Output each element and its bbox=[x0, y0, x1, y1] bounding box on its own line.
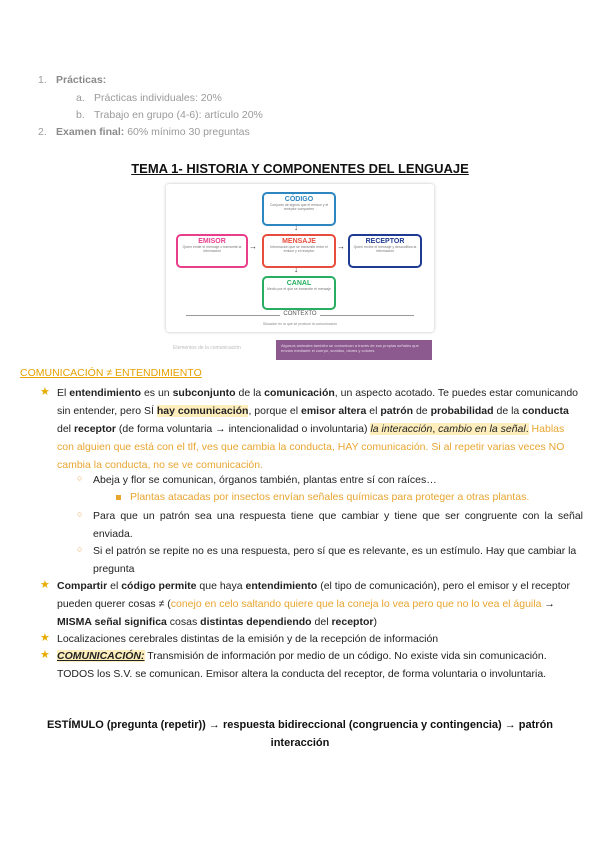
star-bullet-icon: ★ bbox=[40, 632, 50, 644]
diagram-contexto-desc: Situación en la que se produce la comunicación bbox=[262, 322, 338, 326]
diagram-receptor-box bbox=[348, 234, 422, 268]
diagram-desc: Quien emite el mensaje o transmite la información bbox=[182, 245, 242, 253]
sub-sub-bullet: Plantas atacadas por insectos envían señales químicas para proteger a otras plantas. bbox=[130, 491, 530, 503]
diagram-label: CÓDIGO bbox=[284, 196, 314, 203]
diagram-label: MENSAJE bbox=[282, 238, 316, 245]
bullet-paragraph-4: COMUNICACIÓN: Transmisión de información por medio de un código. No existe vida sin comunicación. TODOS los S.V. se comunican. Emisor altera la conducta del receptor, de forma voluntaria o involuntaria. bbox=[57, 650, 547, 680]
circle-bullet-icon: ○ bbox=[77, 473, 83, 483]
diagram-desc: Información que se transmite entre el emisor y el receptor bbox=[270, 245, 328, 253]
list-item-examen bbox=[38, 126, 250, 138]
bullet-paragraph-2: Compartir el código permite que haya entendimiento (el tipo de comunicación), pero el emisor y el receptor pueden querer cosas ≠ (conejo en celo saltando quiere que la coneja lo vea pero que no lo vea el águila → MISMA señal significa cosas distintas dependiendo del receptor) bbox=[57, 580, 570, 628]
communication-diagram bbox=[166, 184, 434, 332]
summary-line: ESTÍMULO (pregunta (repetir)) → respuesta bidireccional (congruencia y contingencia) → patrón interacción bbox=[46, 719, 554, 749]
list-subitem-a bbox=[76, 92, 222, 104]
list-text: 60% mínimo 30 preguntas bbox=[127, 126, 250, 138]
diagram-label: RECEPTOR bbox=[365, 238, 405, 245]
purple-note-box: Algunos animales también se comunican a través de sus propias señales que envían mediante el cuerpo, sonidos, olores y colores bbox=[276, 340, 432, 360]
list-item-practicas bbox=[38, 74, 106, 86]
diagram-mensaje-box bbox=[262, 234, 336, 268]
sub-bullet-3: Si el patrón se repite no es una respuesta, pero sí que es relevante, es un estímulo. Hay que cambiar la pregunta bbox=[93, 545, 577, 575]
list-number: 1. bbox=[38, 74, 47, 86]
circle-bullet-icon: ○ bbox=[77, 544, 83, 554]
image-caption: Elementos de la comunicación bbox=[173, 345, 241, 351]
list-number: 2. bbox=[38, 126, 47, 138]
sub-bullet-2: Para que un patrón sea una respuesta tiene que cambiar y tiene que ser congruente con la señal enviada. bbox=[93, 510, 583, 540]
page-title: TEMA 1- HISTORIA Y COMPONENTES DEL LENGUAJE bbox=[131, 161, 469, 176]
diagram-desc: Medio por el que se transmite el mensaje bbox=[267, 287, 332, 291]
diagram-codigo-box bbox=[262, 192, 336, 226]
diagram-label: EMISOR bbox=[198, 238, 226, 245]
list-subitem-text: Trabajo en grupo (4-6): artículo 20% bbox=[94, 109, 263, 121]
sub-bullet-1: Abeja y flor se comunican, órganos también, plantas entre sí con raíces… bbox=[93, 474, 437, 486]
diagram-contexto-label: CONTEXTO bbox=[226, 311, 374, 317]
star-bullet-icon: ★ bbox=[40, 649, 50, 661]
arrow-down-icon: ↓ bbox=[294, 223, 298, 232]
circle-bullet-icon: ○ bbox=[77, 509, 83, 519]
star-bullet-icon: ★ bbox=[40, 579, 50, 591]
arrow-right-icon: → bbox=[249, 242, 257, 251]
diagram-desc: Conjunto de signos que el emisor y el receptor comparten bbox=[269, 203, 329, 211]
bullet-paragraph-1: El entendimiento es un subconjunto de la comunicación, un aspecto acotado. Te puedes estar comunicando sin entender, pero SÍ hay comunicación, porque el emisor altera el patrón de probabilidad de la conducta del receptor (de forma voluntaria → intencionalidad o involuntaria) la interacción, cambio en la señal. Hablas con alguien que está con el tlf, ves que cambia la conducta, HAY comunicación. Si al repetir varias veces NO cambia la conducta, no se ve comunicación. bbox=[57, 387, 579, 471]
list-label: Prácticas: bbox=[56, 74, 107, 86]
list-subitem-text: Prácticas individuales: 20% bbox=[94, 92, 222, 104]
diagram-canal-box bbox=[262, 276, 336, 310]
list-label: Examen final: bbox=[56, 126, 125, 138]
square-bullet-icon bbox=[116, 495, 121, 500]
diagram-emisor-box bbox=[176, 234, 248, 268]
list-letter: b. bbox=[76, 109, 85, 121]
arrow-right-icon: → bbox=[337, 242, 345, 251]
star-bullet-icon: ★ bbox=[40, 386, 50, 398]
list-subitem-b bbox=[76, 109, 263, 121]
diagram-desc: Quien recibe el mensaje y descodifica la información bbox=[353, 245, 417, 253]
diagram-label: CANAL bbox=[286, 280, 312, 287]
arrow-down-icon: ↓ bbox=[294, 265, 298, 274]
section-title: COMUNICACIÓN ≠ ENTENDIMIENTO bbox=[20, 367, 202, 379]
bullet-paragraph-3: Localizaciones cerebrales distintas de la emisión y de la recepción de información bbox=[57, 633, 439, 645]
list-letter: a. bbox=[76, 92, 85, 104]
